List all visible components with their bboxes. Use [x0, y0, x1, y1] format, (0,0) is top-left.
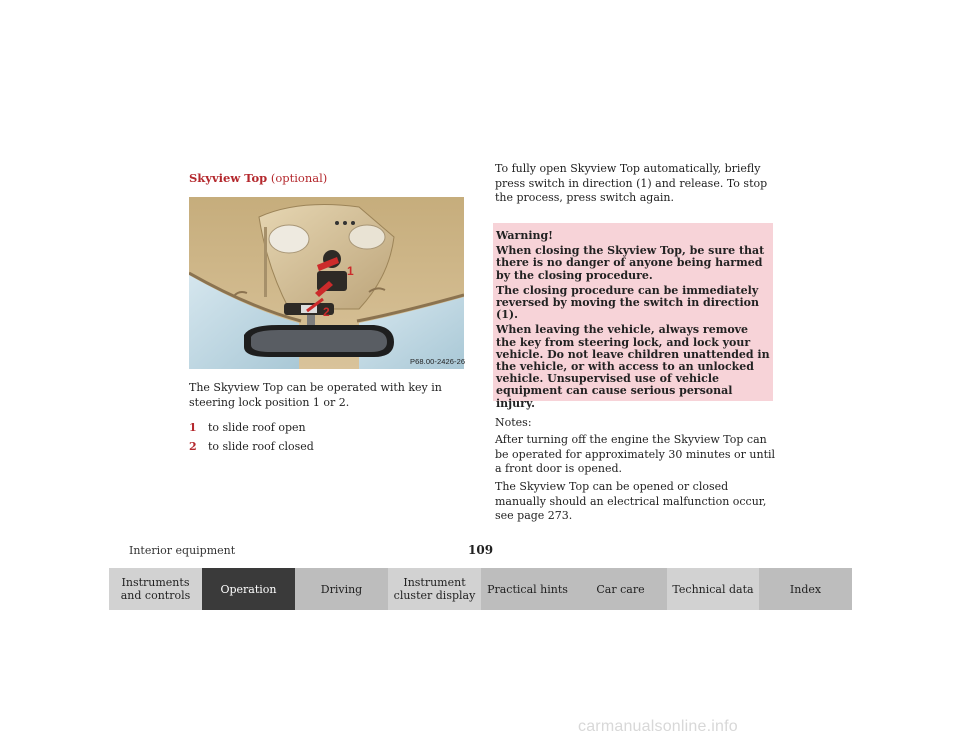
tab-instruments-and-controls[interactable]: Instruments and controls: [109, 568, 202, 610]
tab-practical-hints[interactable]: Practical hints: [481, 568, 574, 610]
heading-optional: (optional): [270, 171, 328, 185]
list-item-number: 2: [189, 440, 197, 453]
footer-section-title: Interior equipment: [129, 544, 236, 557]
list-item-text: to slide roof open: [208, 421, 306, 434]
warning-paragraph: When leaving the vehicle, always remove the key from steering lock, and lock your vehicle. Do not leave children unattended in the vehicle, or with access to an unlocked vehicle. Unsupervised use of vehicle equipment can cause serious personal injury.: [496, 323, 770, 410]
note-paragraph: After turning off the engine the Skyview Top can be operated for approximately 30 minutes or until a front door is opened.: [495, 433, 776, 475]
image-code: P68.00-2426-26: [410, 357, 466, 366]
warning-paragraph: The closing procedure can be immediately reversed by moving the switch in direction (1).: [496, 283, 759, 322]
list-item-number: 1: [189, 421, 197, 434]
section-heading: [189, 171, 327, 185]
callout-2: 2: [323, 305, 330, 319]
tab-instrument-cluster-display[interactable]: Instrument cluster display: [388, 568, 481, 610]
list-item: [189, 440, 314, 454]
tab-index[interactable]: Index: [759, 568, 852, 610]
intro-text: The Skyview Top can be operated with key in steering lock position 1 or 2.: [189, 381, 442, 409]
warning-paragraph: When closing the Skyview Top, be sure that there is no danger of anyone being harmed by the closing procedure.: [496, 244, 765, 282]
heading-title: Skyview Top: [189, 171, 268, 185]
warning-box: [493, 223, 773, 410]
tab-operation[interactable]: Operation: [202, 568, 295, 610]
skyview-switch-photo: [189, 197, 464, 369]
warning-title: Warning!: [496, 229, 554, 242]
auto-open-text: To fully open Skyview Top automatically, briefly press switch in direction (1) and release. To stop the process, press switch again.: [495, 162, 768, 204]
chapter-tabs: [109, 568, 852, 610]
list-item-text: to slide roof closed: [208, 440, 314, 453]
tab-driving[interactable]: Driving: [295, 568, 388, 610]
notes-title: Notes:: [495, 416, 532, 429]
tab-car-care[interactable]: Car care: [574, 568, 667, 610]
callout-1: 1: [347, 264, 354, 278]
note-paragraph: The Skyview Top can be opened or closed manually should an electrical malfunction occur, see page 273.: [495, 480, 767, 522]
tab-technical-data[interactable]: Technical data: [667, 568, 759, 610]
list-item: [189, 421, 306, 435]
watermark: carmanualsonline.info: [578, 718, 738, 735]
page-number: 109: [468, 543, 494, 557]
